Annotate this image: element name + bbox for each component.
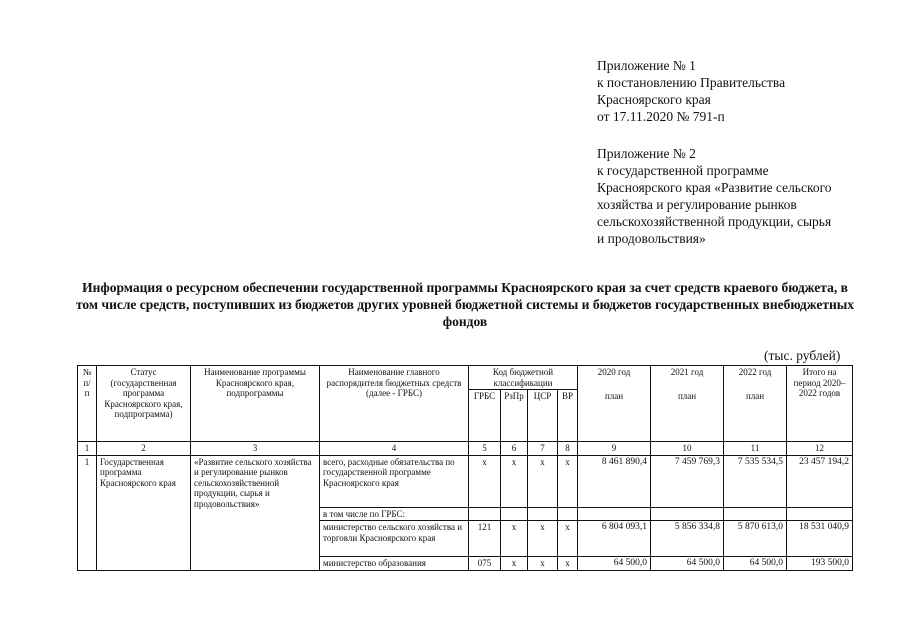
appendix-1-line: Красноярского края bbox=[597, 92, 711, 107]
header-rzpr: РзПр bbox=[501, 390, 528, 442]
row-total: 193 500,0 bbox=[787, 557, 853, 571]
row-2022 bbox=[724, 507, 787, 521]
row-vr bbox=[558, 507, 578, 521]
row-2020: 64 500,0 bbox=[578, 557, 651, 571]
row-grbs-name: министерство сельского хозяйства и торговли Красноярского края bbox=[320, 521, 469, 557]
row-2020: 8 461 890,4 bbox=[578, 455, 651, 507]
header-row bbox=[78, 366, 853, 390]
row-2022: 5 870 613,0 bbox=[724, 521, 787, 557]
row-num: 1 bbox=[78, 455, 97, 570]
header-num: № п/п bbox=[78, 366, 97, 442]
row-vr: х bbox=[558, 557, 578, 571]
row-vr: х bbox=[558, 521, 578, 557]
row-rzpr: х bbox=[501, 455, 528, 507]
header-2020: 2020 год bbox=[578, 366, 651, 390]
appendix-2-line: хозяйства и регулирование рынков bbox=[597, 197, 797, 212]
appendix-1-line: от 17.11.2020 № 791-п bbox=[597, 109, 725, 124]
appendix-1 bbox=[597, 57, 897, 125]
row-grbs-code: х bbox=[469, 455, 501, 507]
row-2021: 5 856 334,8 bbox=[651, 521, 724, 557]
col-number: 7 bbox=[528, 442, 558, 456]
row-rzpr bbox=[501, 507, 528, 521]
header-budget-code: Код бюджетной классификации bbox=[469, 366, 578, 390]
row-vr: х bbox=[558, 455, 578, 507]
row-grbs-code: 121 bbox=[469, 521, 501, 557]
row-total: 23 457 194,2 bbox=[787, 455, 853, 507]
header-plan-2022: план bbox=[724, 390, 787, 442]
col-number: 11 bbox=[724, 442, 787, 456]
col-number: 6 bbox=[501, 442, 528, 456]
appendix-2-line: сельскохозяйственной продукции, сырья bbox=[597, 214, 832, 229]
row-rzpr: х bbox=[501, 557, 528, 571]
col-number: 3 bbox=[191, 442, 320, 456]
header-total: Итого на период 2020–2022 годов bbox=[787, 366, 853, 442]
header-plan-2020: план bbox=[578, 390, 651, 442]
header-vr: ВР bbox=[558, 390, 578, 442]
header-grbs-name: Наименование главного распорядителя бюджетных средств (далее - ГРБС) bbox=[320, 366, 469, 442]
header-plan-2021: план bbox=[651, 390, 724, 442]
row-grbs-name: всего, расходные обязательства по государственной программе Красноярского края bbox=[320, 455, 469, 507]
row-2022: 7 535 534,5 bbox=[724, 455, 787, 507]
col-number: 4 bbox=[320, 442, 469, 456]
row-grbs-name: министерство образования bbox=[320, 557, 469, 571]
document-title: Информация о ресурсном обеспечении государственной программы Красноярского края за счет средств краевого бюджета, в том числе средств, поступивших из бюджетов других уровней бюджетной системы и бюджетов государственных внебюджетных фондов bbox=[75, 280, 855, 329]
row-grbs-code bbox=[469, 507, 501, 521]
appendix-1-line: к постановлению Правительства bbox=[597, 75, 786, 90]
header-csr: ЦСР bbox=[528, 390, 558, 442]
row-status: Государственная программа Красноярского края bbox=[97, 455, 191, 570]
column-number-row bbox=[78, 442, 853, 456]
appendix-2-line: к государственной программе bbox=[597, 163, 769, 178]
col-number: 12 bbox=[787, 442, 853, 456]
appendix-2-line: Красноярского края «Развитие сельского bbox=[597, 180, 832, 195]
units-label: (тыс. рублей) bbox=[764, 348, 841, 363]
col-number: 10 bbox=[651, 442, 724, 456]
col-number: 2 bbox=[97, 442, 191, 456]
row-total: 18 531 040,9 bbox=[787, 521, 853, 557]
row-grbs-name: в том числе по ГРБС: bbox=[320, 507, 469, 521]
row-csr: х bbox=[528, 521, 558, 557]
row-total bbox=[787, 507, 853, 521]
row-2021: 64 500,0 bbox=[651, 557, 724, 571]
appendix-2-line: и продовольствия» bbox=[597, 231, 706, 246]
row-grbs-code: 075 bbox=[469, 557, 501, 571]
header-grbs-code: ГРБС bbox=[469, 390, 501, 442]
row-2020 bbox=[578, 507, 651, 521]
row-rzpr: х bbox=[501, 521, 528, 557]
resource-table bbox=[77, 365, 853, 571]
header-2022: 2022 год bbox=[724, 366, 787, 390]
row-2020: 6 804 093,1 bbox=[578, 521, 651, 557]
col-number: 1 bbox=[78, 442, 97, 456]
row-2021: 7 459 769,3 bbox=[651, 455, 724, 507]
header-program-name: Наименование программы Красноярского края, подпрограммы bbox=[191, 366, 320, 442]
col-number: 5 bbox=[469, 442, 501, 456]
row-2022: 64 500,0 bbox=[724, 557, 787, 571]
row-program-name: «Развитие сельского хозяйства и регулирование рынков сельскохозяйственной продукции, сырья и продовольствия» bbox=[191, 455, 320, 570]
row-csr: х bbox=[528, 557, 558, 571]
appendix-1-line: Приложение № 1 bbox=[597, 58, 696, 73]
row-csr bbox=[528, 507, 558, 521]
table-row bbox=[78, 455, 853, 507]
header-2021: 2021 год bbox=[651, 366, 724, 390]
row-2021 bbox=[651, 507, 724, 521]
appendix-2-line: Приложение № 2 bbox=[597, 146, 696, 161]
col-number: 8 bbox=[558, 442, 578, 456]
row-csr: х bbox=[528, 455, 558, 507]
appendix-2 bbox=[597, 145, 897, 247]
col-number: 9 bbox=[578, 442, 651, 456]
header-status: Статус (государственная программа Красноярского края, подпрограмма) bbox=[97, 366, 191, 442]
